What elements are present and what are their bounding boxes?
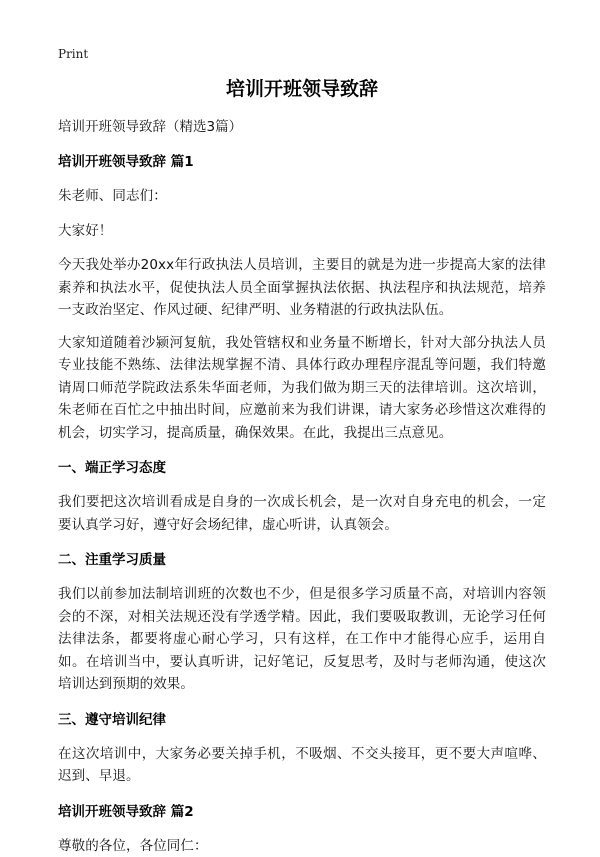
subheading-attitude: 一、端正学习态度 [58, 457, 546, 479]
subheading-discipline: 三、遵守培训纪律 [58, 709, 546, 731]
hello-paragraph: 大家好！ [58, 220, 546, 243]
body-paragraph-2: 大家知道随着沙颍河复航，我处管辖权和业务量不断增长，针对大部分执法人员专业技能不熟练、法律法规掌握不清、具体行政办理程序混乱等问题，我们特邀请周口师范学院政法系朱华面老师，为我们做为期三天的法律培训。这次培训，朱老师在百忙之中抽出时间，应邀前来为我们讲课，请大家务必珍惜这次难得的机会，切实学习，提高质量，确保效果。在此，我提出三点意见。 [58, 332, 546, 445]
section-heading-2: 培训开班领导致辞 篇2 [58, 801, 546, 823]
body-paragraph-4: 我们以前参加法制培训班的次数也不少，但是很多学习质量不高，对培训内容领会的不深，对相关法规还没有学透学精。因此，我们要吸取教训，无论学习任何法律法条，都要将虚心耐心学习，只有这样，在工作中才能得心应手，运用自如。在培训当中，要认真听讲，记好笔记，反复思考，及时与老师沟通，使这次培训达到预期的效果。 [58, 583, 546, 696]
document-title: 培训开班领导致辞 [58, 76, 546, 102]
section-heading-1: 培训开班领导致辞 篇1 [58, 151, 546, 173]
body-paragraph-1: 今天我处举办20xx年行政执法人员培训，主要目的就是为进一步提高大家的法律素养和执法水平，促使执法人员全面掌握执法依据、执法程序和执法规范，培养一支政治坚定、作风过硬、纪律严明、业务精湛的行政执法队伍。 [58, 254, 546, 322]
print-link[interactable]: Print [58, 47, 88, 61]
greeting-paragraph-2: 尊敬的各位，各位同仁： [58, 835, 546, 857]
body-paragraph-3: 我们要把这次培训看成是自身的一次成长机会，是一次对自身充电的机会，一定要认真学习好，遵守好会场纪律，虚心听讲，认真领会。 [58, 491, 546, 536]
body-paragraph-5: 在这次培训中，大家务必要关掉手机，不吸烟、不交头接耳，更不要大声喧哗、迟到、早退。 [58, 743, 546, 788]
document-subtitle: 培训开班领导致辞（精选3篇） [58, 116, 546, 138]
subheading-quality: 二、注重学习质量 [58, 549, 546, 571]
greeting-paragraph: 朱老师、同志们： [58, 185, 546, 208]
document-body [58, 76, 546, 857]
